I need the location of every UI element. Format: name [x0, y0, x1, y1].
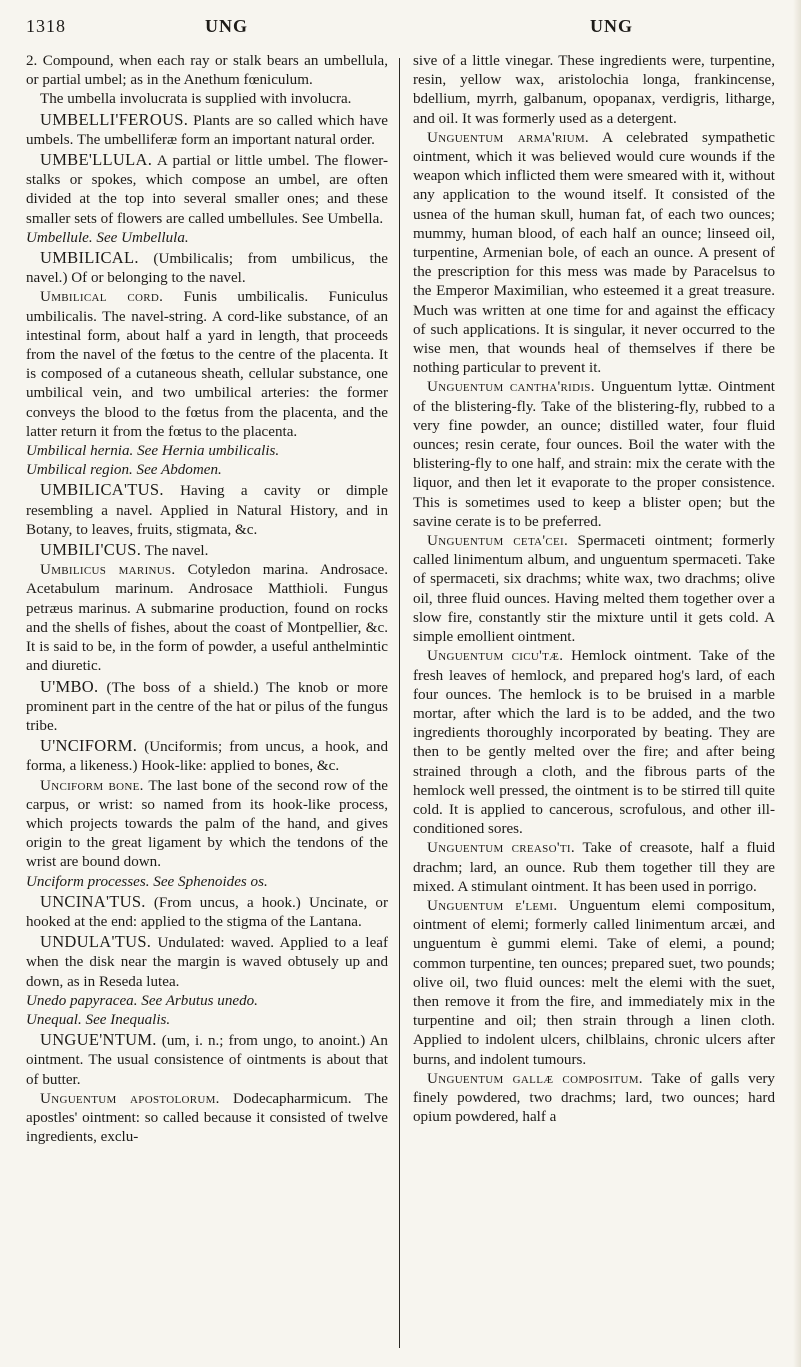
entry-text: Hemlock ointment. Take of the fresh leaves of hemlock, and prepared hog's lard, of each four ounces. The hemlock is to be bruised in a marble mortar, after which the lard is to be added, and the two ingredients thoroughly incorporated by beating. They are then to be gently melted over the fire; and after being strained through a cloth, and the fibrous parts of the hemlock well pressed, the ointment is to be stirred till quite cold. It is applied to cancerous, scrofulous, and other ill-conditioned sores. — [413, 648, 775, 838]
entry-headword: UNCINA'TUS. — [40, 891, 146, 911]
entry-text: (Umbilicalis; from umbilicus, the navel.) Of or belonging to the navel. — [26, 251, 388, 287]
entry-text: Umbilical region. See Abdomen. — [26, 462, 222, 479]
entry-text: Cotyledon marina. Androsace. Acetabulum marinum. Androsace Matthioli. Fungus petræus marinus. A submarine production, found on rocks and the shells of fishes, about the coast of Montpellier, &c. It is said to be, in the form of powder, a useful anthelmintic and diuretic. — [26, 562, 388, 675]
dictionary-entry — [26, 90, 388, 109]
entry-text: A partial or little umbel. The flower-stalks or spokes, which compose an umbel, are often divided at the top into several smaller ones; and these smaller sets of flowers are called umbellules. See Umbella. — [26, 153, 388, 227]
entry-headword: Umbilical cord. — [40, 289, 164, 306]
dictionary-entry — [413, 647, 775, 839]
dictionary-entry — [26, 52, 388, 90]
dictionary-entry — [26, 892, 388, 932]
entry-headword: Unguentum cicu'tæ. — [427, 648, 564, 665]
entry-headword: UMBILICAL. — [40, 248, 139, 268]
dictionary-entry — [413, 532, 775, 647]
entry-headword: U'MBO. — [40, 676, 99, 696]
dictionary-entry — [26, 561, 388, 676]
entry-text: Spermaceti ointment; formerly called linimentum album, and unguentum spermaceti. Take of spermaceti, six drachms; white wax, two drachms; olive oil, three fluid ounces. Having melted them together over a slow fire, constantly stir the mixture until it gets cold. A simple emollient ointment. — [413, 533, 775, 646]
dictionary-entry — [26, 932, 388, 992]
dictionary-entry — [26, 480, 388, 540]
dictionary-entry — [26, 873, 388, 892]
entry-text: sive of a little vinegar. These ingredients were, turpentine, resin, yellow wax, aristolochia longa, frankincense, bdellium, myrrh, galbanum, opopanax, verdigris, litharge, and oil. It was formerly used as a detergent. — [413, 53, 775, 127]
dictionary-entry — [413, 378, 775, 532]
entry-headword: Unguentum gallæ compositum. — [427, 1070, 643, 1087]
entry-headword: UNGUE'NTUM. — [40, 1030, 157, 1050]
running-head-right-word: UNG — [590, 16, 633, 36]
left-column — [26, 52, 388, 1352]
entry-text: 2. Compound, when each ray or stalk bears an umbellula, or partial umbel; as in the Anethum fœniculum. — [26, 53, 388, 89]
dictionary-entry — [26, 442, 388, 461]
page-edge-shadow — [793, 0, 801, 1367]
entry-text: The umbella involucrata is supplied with involucra. — [40, 91, 352, 108]
entry-text: Unguentum elemi compositum, ointment of elemi; formerly called linimentum arcæi, and unguentum è gummi elemi. Take of elemi, a pound; common turpentine, ten ounces; prepared suet, two pounds; olive oil, two fluid ounces: melt the elemi with the suet, then remove it from the fire, and immediately mix in the turpentine and oil; then strain through a linen cloth. Applied to indolent ulcers, chilblains, chronic ulcers after burns, and indolent tumours. — [413, 897, 775, 1068]
dictionary-entry — [413, 839, 775, 897]
dictionary-entry — [413, 129, 775, 379]
entry-text: Take of galls very finely powdered, two drachms; lard, two ounces; hard opium powdered, half a — [413, 1070, 775, 1126]
entry-headword: Unguentum creaso'ti. — [427, 840, 575, 857]
dictionary-entry — [26, 150, 388, 229]
entry-text: Umbilical hernia. See Hernia umbilicalis. — [26, 443, 280, 460]
dictionary-entry — [26, 1011, 388, 1030]
dictionary-entry — [26, 992, 388, 1011]
entry-text: Umbellule. See Umbellula. — [26, 229, 189, 246]
entry-text: (Unciformis; from uncus, a hook, and forma, a likeness.) Hook-like: applied to bones, &c. — [26, 739, 388, 775]
entry-text: (The boss of a shield.) The knob or more prominent part in the centre of the hat or pilus of the fungus tribe. — [26, 679, 388, 734]
dictionary-entry — [26, 736, 388, 776]
entry-headword: Unguentum ceta'cei. — [427, 533, 569, 550]
entry-text: Dodecapharmicum. The apostles' ointment: so called because it consisted of twelve ingredients, exclu- — [26, 1090, 388, 1146]
entry-text: A celebrated sympathetic ointment, which it was believed would cure wounds if the weapon which inflicted them were smeared with it, without any application to the wound itself. It consisted of the usnea of the human skull, human fat, of each two ounces; mummy, human blood, of each half an ounce; linseed oil, turpentine, Armenian bole, of each an ounce. A present of the prescription for this mess was made by Paracelsus to the Emperor Maximilian, who esteemed it a great treasure. Much was written at one time for and against the efficacy of such applications. It is singular, it never occurred to the wise men, that wounds heal of themselves if there be nothing particular to prevent it. — [413, 129, 775, 377]
entry-text: (um, i. n.; from ungo, to anoint.) An ointment. The usual consistence of ointments is about that of butter. — [26, 1033, 388, 1088]
entry-headword: Unguentum arma'rium. — [427, 129, 589, 146]
entry-text: Unciform processes. See Sphenoides os. — [26, 873, 268, 890]
dictionary-entry — [26, 248, 388, 288]
dictionary-entry — [26, 288, 388, 442]
right-column — [413, 52, 775, 1352]
entry-headword: UMBILICA'TUS. — [40, 480, 164, 500]
page-number: 1318 — [26, 16, 66, 36]
entry-headword: UMBELLI'FEROUS. — [40, 109, 189, 129]
entry-text: Unguentum lyttæ. Ointment of the blistering-fly. Take of the blistering-fly, rubbed to a very fine powder, an ounce; distilled water, four fluid ounces; resin cerate, four ounces. Boil the water with the blistering-fly to one half, and strain: mix the cerate with the liquor, and then let it evaporate to the proper consistence. This is sometimes used to keep a blister open; but the savine cerate is to be preferred. — [413, 379, 775, 530]
dictionary-entry — [26, 1090, 388, 1148]
dictionary-entry — [413, 897, 775, 1070]
column-rule — [399, 58, 400, 1348]
dictionary-entry — [413, 52, 775, 129]
running-head-left-word: UNG — [205, 16, 248, 36]
running-head — [0, 8, 801, 42]
dictionary-entry — [413, 1070, 775, 1128]
entry-headword: UMBE'LLULA. — [40, 150, 153, 170]
entry-headword: Umbilicus marinus. — [40, 562, 176, 579]
dictionary-entry — [26, 461, 388, 480]
entry-text: Unedo papyracea. See Arbutus unedo. — [26, 992, 258, 1009]
entry-headword: Unguentum cantha'ridis. — [427, 379, 595, 396]
entry-text: Unequal. See Inequalis. — [26, 1011, 171, 1028]
entry-text: Take of creasote, half a fluid drachm; lard, an ounce. Rub them together till they are mixed. A stimulant ointment. It has been used in porrigo. — [413, 840, 775, 895]
entry-text: (From uncus, a hook.) Uncinate, or hooked at the end: applied to the stigma of the Lantana. — [26, 894, 388, 930]
dictionary-entry — [26, 677, 388, 737]
dictionary-entry — [26, 777, 388, 873]
entry-text: Having a cavity or dimple resembling a navel. Applied in Natural History, and in Botany, to leaves, fruits, stigmata, &c. — [26, 483, 388, 538]
entry-headword: Unciform bone. — [40, 777, 144, 794]
entry-text: The navel. — [144, 543, 209, 560]
entry-headword: UNDULA'TUS. — [40, 932, 152, 952]
dictionary-entry — [26, 540, 388, 561]
entry-headword: Unguentum apostolorum. — [40, 1090, 220, 1107]
entry-text: Funis umbilicalis. Funiculus umbilicalis. The navel-string. A cord-like substance, of an intestinal form, about half a yard in length, that proceeds from the navel of the fœtus to the centre of the placenta. It is composed of a cutaneous sheath, cellular substance, one umbilical vein, and two umbilical arteries: the former conveys the blood to the fœtus from the placenta, and the latter return it from the fœtus to the placenta. — [26, 289, 388, 440]
entry-text: The last bone of the second row of the carpus, or wrist: so named from its hook-like process, which projects towards the palm of the hand, and gives origin to the great ligament by which the tendons of the wrist are bound down. — [26, 777, 388, 871]
dictionary-entry — [26, 229, 388, 248]
entry-headword: U'NCIFORM. — [40, 736, 138, 756]
entry-text: Undulated: waved. Applied to a leaf when the disk near the margin is waved obtusely up and down, as in Reseda lutea. — [26, 935, 388, 990]
entry-text: Plants are so called which have umbels. The umbelliferæ form an important natural order. — [26, 112, 388, 148]
dictionary-entry — [26, 1030, 388, 1090]
entry-headword: UMBILI'CUS. — [40, 540, 142, 560]
entry-headword: Unguentum e'lemi. — [427, 897, 558, 914]
dictionary-entry — [26, 110, 388, 150]
